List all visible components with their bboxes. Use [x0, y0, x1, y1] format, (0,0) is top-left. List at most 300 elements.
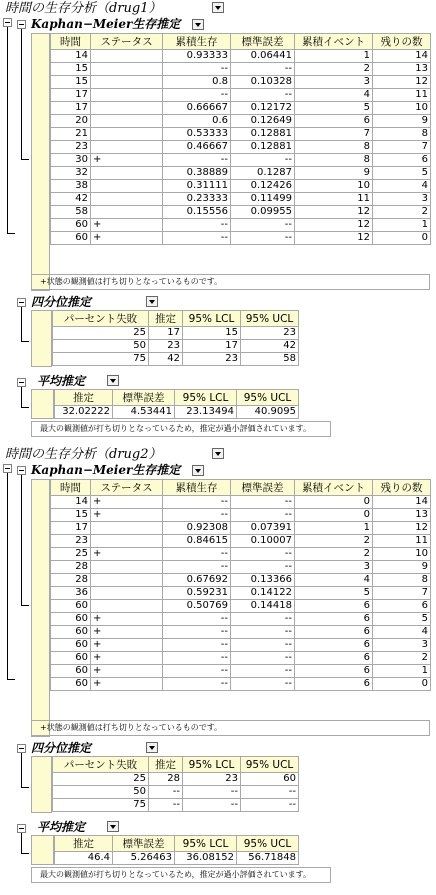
table-cell: 5 — [373, 167, 431, 180]
table-cell — [91, 76, 163, 89]
km-footnote: +状態の観測値は打ち切りとなっているものです。 — [31, 720, 430, 736]
table-cell: 17 — [149, 327, 183, 340]
table-cell: 0 — [295, 496, 373, 509]
table-cell: 60 — [51, 219, 91, 232]
table-cell: 12 — [295, 219, 373, 232]
table-cell: 6 — [295, 652, 373, 665]
table-cell: -- — [231, 561, 295, 574]
table-cell: 75 — [53, 353, 149, 366]
table-cell — [91, 63, 163, 76]
table-cell: 3 — [373, 639, 431, 652]
quartile-header-row — [53, 311, 299, 327]
table-cell: -- — [149, 799, 183, 812]
table-cell: -- — [231, 626, 295, 639]
table-row — [51, 535, 431, 548]
mean-footnote: 最大の観測値が打ち切りとなっているため，推定が過小評価されています。 — [31, 421, 331, 437]
table-row — [51, 141, 431, 154]
table-cell: -- — [163, 219, 231, 232]
table-cell: 0.53333 — [163, 128, 231, 141]
table-row — [51, 678, 431, 691]
table-row — [51, 509, 431, 522]
table-cell: 8 — [373, 128, 431, 141]
mean-column-header[interactable]: 95% UCL — [237, 390, 299, 406]
table-cell: 0.38889 — [163, 167, 231, 180]
table-cell: 17 — [183, 340, 241, 353]
table-cell: -- — [163, 496, 231, 509]
table-cell: 36.08152 — [175, 852, 237, 865]
mean-footnote: 最大の観測値が打ち切りとなっているため，推定が過小評価されています。 — [31, 867, 331, 883]
row-header-bar — [31, 389, 54, 419]
mean-column-header[interactable]: 95% LCL — [175, 836, 237, 852]
quartile-column-header[interactable]: 95% LCL — [183, 311, 241, 327]
km-column-header[interactable]: 標準誤差 — [231, 480, 295, 496]
table-cell: 23 — [241, 327, 299, 340]
table-cell: 2 — [295, 63, 373, 76]
table-cell: -- — [241, 799, 299, 812]
km-column-header[interactable]: 累積イベント — [295, 34, 373, 50]
quartile-column-header[interactable]: 推定 — [149, 311, 183, 327]
tree-line — [21, 407, 29, 408]
table-cell — [91, 141, 163, 154]
row-header-bar — [31, 479, 50, 737]
table-cell: 23 — [183, 353, 241, 366]
table-cell: 0 — [373, 232, 431, 245]
table-row — [51, 600, 431, 613]
table-row — [53, 340, 299, 353]
table-cell: -- — [163, 548, 231, 561]
table-cell: -- — [163, 63, 231, 76]
table-cell: -- — [163, 652, 231, 665]
table-row — [51, 115, 431, 128]
table-cell — [91, 50, 163, 63]
table-cell: 6 — [373, 154, 431, 167]
km-column-header[interactable]: ステータス — [91, 34, 163, 50]
table-cell: 60 — [51, 665, 91, 678]
table-row — [53, 786, 299, 799]
table-cell: -- — [163, 154, 231, 167]
section-title: 時間の生存分析（drug2） — [5, 447, 162, 462]
mean-title: 平均推定 — [37, 374, 86, 388]
row-header-bar — [31, 310, 52, 367]
quartile-table — [52, 756, 299, 812]
tree-line — [21, 341, 29, 342]
table-cell: + — [91, 613, 163, 626]
table-cell: + — [91, 665, 163, 678]
table-cell: 6 — [295, 626, 373, 639]
km-column-header[interactable]: 時間 — [51, 480, 91, 496]
table-cell — [91, 89, 163, 102]
mean-collapse-toggle[interactable] — [17, 824, 26, 833]
table-cell: 15 — [183, 327, 241, 340]
table-cell: 2 — [295, 548, 373, 561]
section-dropdown-button[interactable] — [212, 2, 224, 13]
table-cell: 0.09955 — [231, 206, 295, 219]
km-table — [50, 479, 431, 691]
quartile-collapse-toggle[interactable] — [17, 744, 26, 753]
tree-line — [7, 233, 15, 234]
table-cell: 25 — [51, 548, 91, 561]
table-cell: 28 — [51, 561, 91, 574]
table-cell: -- — [231, 639, 295, 652]
table-row — [51, 587, 431, 600]
table-cell — [91, 600, 163, 613]
table-cell: 0.10007 — [231, 535, 295, 548]
table-cell: 23.13494 — [175, 406, 237, 419]
table-cell: 14 — [51, 496, 91, 509]
table-cell: 25 — [53, 773, 149, 786]
table-cell: 0.12881 — [231, 128, 295, 141]
table-cell: 14 — [51, 50, 91, 63]
table-cell — [91, 193, 163, 206]
table-cell: 7 — [295, 128, 373, 141]
table-cell: 15 — [51, 63, 91, 76]
table-cell: -- — [231, 219, 295, 232]
km-header-row — [51, 480, 431, 496]
table-row — [51, 548, 431, 561]
table-cell: + — [91, 232, 163, 245]
table-cell: 0.59231 — [163, 587, 231, 600]
quartile-column-header[interactable]: パーセント失敗 — [53, 311, 149, 327]
table-cell: -- — [241, 786, 299, 799]
table-cell: -- — [163, 613, 231, 626]
table-cell: 6 — [295, 639, 373, 652]
table-cell: + — [91, 626, 163, 639]
table-cell: 1 — [373, 665, 431, 678]
table-cell: 5.26463 — [113, 852, 175, 865]
table-cell: 8 — [295, 141, 373, 154]
table-cell: 0 — [373, 678, 431, 691]
table-cell: 10 — [373, 102, 431, 115]
table-cell: -- — [163, 665, 231, 678]
table-cell: 9 — [373, 561, 431, 574]
table-cell: 8 — [373, 574, 431, 587]
table-cell: 3 — [373, 193, 431, 206]
km-column-header[interactable]: 残りの数 — [373, 34, 431, 50]
table-cell: -- — [231, 613, 295, 626]
table-row — [51, 652, 431, 665]
table-cell — [91, 574, 163, 587]
table-cell: -- — [231, 652, 295, 665]
table-cell: 2 — [373, 206, 431, 219]
table-cell: 60 — [51, 678, 91, 691]
table-cell: 6 — [295, 600, 373, 613]
table-cell: -- — [231, 496, 295, 509]
mean-header-row — [55, 836, 299, 852]
table-cell: 13 — [373, 63, 431, 76]
table-cell: 13 — [373, 509, 431, 522]
table-cell: 10 — [295, 180, 373, 193]
quartile-collapse-toggle[interactable] — [17, 298, 26, 307]
table-row — [51, 50, 431, 63]
table-row — [51, 561, 431, 574]
table-row — [51, 639, 431, 652]
table-row — [53, 799, 299, 812]
table-cell: 1 — [373, 219, 431, 232]
mean-collapse-toggle[interactable] — [17, 378, 26, 387]
table-cell: 0.6 — [163, 115, 231, 128]
table-cell: 20 — [51, 115, 91, 128]
tree-line — [21, 475, 22, 605]
table-cell: 11 — [295, 193, 373, 206]
table-cell: 7 — [373, 587, 431, 600]
table-cell: -- — [231, 89, 295, 102]
table-cell: 12 — [295, 206, 373, 219]
table-cell: -- — [231, 548, 295, 561]
table-cell: 3 — [295, 561, 373, 574]
table-cell: -- — [183, 786, 241, 799]
table-cell: 60 — [51, 639, 91, 652]
table-cell: + — [91, 509, 163, 522]
table-row — [51, 154, 431, 167]
table-row — [51, 89, 431, 102]
table-cell: 28 — [149, 773, 183, 786]
km-column-header[interactable]: 累積生存 — [163, 480, 231, 496]
table-row — [53, 327, 299, 340]
tree-line — [21, 753, 22, 787]
table-cell: 38 — [51, 180, 91, 193]
table-cell: 23 — [51, 141, 91, 154]
km-dropdown-button[interactable] — [192, 19, 204, 30]
km-title: Kaphan−Meier生存推定 — [31, 17, 181, 31]
table-cell: 0.12172 — [231, 102, 295, 115]
table-cell: 5 — [295, 587, 373, 600]
mean-column-header[interactable]: 標準誤差 — [113, 836, 175, 852]
table-cell: -- — [163, 561, 231, 574]
km-collapse-toggle[interactable] — [17, 20, 26, 29]
km-table — [50, 33, 431, 245]
table-row — [51, 206, 431, 219]
quartile-column-header[interactable]: 95% UCL — [241, 311, 299, 327]
mean-dropdown-button[interactable] — [107, 821, 119, 832]
km-column-header[interactable]: 標準誤差 — [231, 34, 295, 50]
table-cell: 11 — [373, 535, 431, 548]
tree-line — [21, 787, 29, 788]
section-collapse-toggle[interactable] — [3, 464, 12, 473]
km-header-row — [51, 34, 431, 50]
table-cell: 0.13366 — [231, 574, 295, 587]
table-cell: 0.14122 — [231, 587, 295, 600]
table-row — [51, 626, 431, 639]
tree-line — [21, 387, 22, 407]
table-cell: 4 — [295, 89, 373, 102]
table-row — [51, 63, 431, 76]
tree-line — [7, 679, 15, 680]
table-cell — [91, 167, 163, 180]
table-cell: 9 — [373, 115, 431, 128]
quartile-column-header[interactable]: 95% UCL — [241, 757, 299, 773]
table-cell: -- — [183, 799, 241, 812]
table-cell: 60 — [51, 600, 91, 613]
table-cell: 4 — [373, 626, 431, 639]
table-cell: 75 — [53, 799, 149, 812]
km-column-header[interactable]: 累積イベント — [295, 480, 373, 496]
table-cell — [91, 206, 163, 219]
km-collapse-toggle[interactable] — [17, 466, 26, 475]
table-cell: 23 — [183, 773, 241, 786]
mean-column-header[interactable]: 95% LCL — [175, 390, 237, 406]
km-column-header[interactable]: ステータス — [91, 480, 163, 496]
table-cell: 42 — [241, 340, 299, 353]
table-cell: 6 — [295, 613, 373, 626]
quartile-column-header[interactable]: 推定 — [149, 757, 183, 773]
km-column-header[interactable]: 時間 — [51, 34, 91, 50]
table-cell: 0.12426 — [231, 180, 295, 193]
mean-column-header[interactable]: 推定 — [55, 390, 113, 406]
table-cell: 3 — [295, 76, 373, 89]
table-cell — [91, 115, 163, 128]
km-column-header[interactable]: 累積生存 — [163, 34, 231, 50]
table-cell: 7 — [373, 141, 431, 154]
table-cell: 2 — [295, 535, 373, 548]
mean-column-header[interactable]: 95% UCL — [237, 836, 299, 852]
km-dropdown-button[interactable] — [192, 465, 204, 476]
mean-header-row — [55, 390, 299, 406]
table-cell: 11 — [373, 89, 431, 102]
table-cell: 60 — [241, 773, 299, 786]
table-cell: 0.92308 — [163, 522, 231, 535]
table-cell: 42 — [51, 193, 91, 206]
table-cell: 56.71848 — [237, 852, 299, 865]
table-row — [51, 180, 431, 193]
table-cell: 0.50769 — [163, 600, 231, 613]
table-cell: 60 — [51, 652, 91, 665]
table-cell: 5 — [295, 102, 373, 115]
table-cell: 25 — [53, 327, 149, 340]
table-cell: 8 — [295, 154, 373, 167]
table-row — [51, 219, 431, 232]
table-cell: 0.11499 — [231, 193, 295, 206]
table-cell: 0.1287 — [231, 167, 295, 180]
table-cell: 14 — [373, 496, 431, 509]
quartile-title: 四分位推定 — [31, 295, 92, 309]
mean-table — [54, 389, 299, 419]
table-cell: + — [91, 548, 163, 561]
table-cell: 30 — [51, 154, 91, 167]
table-cell: 58 — [241, 353, 299, 366]
table-cell: 0.31111 — [163, 180, 231, 193]
table-row — [51, 76, 431, 89]
quartile-table — [52, 310, 299, 366]
table-cell: 40.9095 — [237, 406, 299, 419]
table-row — [55, 406, 299, 419]
table-cell: 0 — [295, 509, 373, 522]
mean-dropdown-button[interactable] — [107, 375, 119, 386]
mean-column-header[interactable]: 推定 — [55, 836, 113, 852]
table-row — [51, 574, 431, 587]
table-cell: 46.4 — [55, 852, 113, 865]
quartile-column-header[interactable]: 95% LCL — [183, 757, 241, 773]
table-cell: -- — [163, 232, 231, 245]
table-cell: + — [91, 652, 163, 665]
table-cell: 6 — [295, 678, 373, 691]
table-cell: 0.12881 — [231, 141, 295, 154]
table-cell: 1 — [295, 522, 373, 535]
table-cell — [91, 128, 163, 141]
table-cell: 17 — [51, 522, 91, 535]
table-cell: 4 — [295, 574, 373, 587]
tree-line — [21, 605, 29, 606]
table-cell: + — [91, 496, 163, 509]
table-cell — [91, 561, 163, 574]
km-column-header[interactable]: 残りの数 — [373, 480, 431, 496]
table-row — [51, 522, 431, 535]
quartile-dropdown-button[interactable] — [146, 296, 158, 307]
table-cell: 1 — [295, 50, 373, 63]
quartile-column-header[interactable]: パーセント失敗 — [53, 757, 149, 773]
table-cell: 4.53441 — [113, 406, 175, 419]
row-header-bar — [31, 33, 50, 291]
section-title: 時間の生存分析（drug1） — [5, 1, 162, 16]
table-cell: 9 — [295, 167, 373, 180]
table-cell: 2 — [373, 652, 431, 665]
table-row — [51, 167, 431, 180]
table-cell: 0.23333 — [163, 193, 231, 206]
table-row — [55, 852, 299, 865]
table-cell: 15 — [51, 76, 91, 89]
table-cell: 14 — [373, 50, 431, 63]
table-cell — [91, 180, 163, 193]
tree-line — [21, 833, 22, 853]
km-footnote: +状態の観測値は打ち切りとなっているものです。 — [31, 274, 430, 290]
table-row — [51, 193, 431, 206]
table-cell: -- — [163, 89, 231, 102]
table-row — [51, 613, 431, 626]
tree-line — [21, 853, 29, 854]
table-cell: 58 — [51, 206, 91, 219]
tree-line — [21, 159, 29, 160]
table-cell — [91, 522, 163, 535]
km-title: Kaphan−Meier生存推定 — [31, 463, 181, 477]
table-cell: 0.15556 — [163, 206, 231, 219]
table-cell: 6 — [373, 600, 431, 613]
mean-column-header[interactable]: 標準誤差 — [113, 390, 175, 406]
tree-line — [7, 27, 8, 233]
table-cell: 60 — [51, 613, 91, 626]
table-cell: 32 — [51, 167, 91, 180]
table-cell: 60 — [51, 232, 91, 245]
quartile-title: 四分位推定 — [31, 741, 92, 755]
row-header-bar — [31, 756, 52, 813]
table-cell: 12 — [295, 232, 373, 245]
mean-table — [54, 835, 299, 865]
tree-line — [21, 29, 22, 159]
table-row — [51, 665, 431, 678]
table-cell: + — [91, 678, 163, 691]
table-cell: 0.10328 — [231, 76, 295, 89]
quartile-dropdown-button[interactable] — [146, 742, 158, 753]
table-cell: -- — [231, 665, 295, 678]
section-collapse-toggle[interactable] — [3, 18, 12, 27]
table-cell: 10 — [373, 548, 431, 561]
section-dropdown-button[interactable] — [212, 448, 224, 459]
table-cell: -- — [231, 232, 295, 245]
table-cell: 28 — [51, 574, 91, 587]
table-cell: -- — [231, 678, 295, 691]
table-cell: 15 — [51, 509, 91, 522]
table-cell: 21 — [51, 128, 91, 141]
table-cell: 0.93333 — [163, 50, 231, 63]
table-row — [53, 773, 299, 786]
table-cell: 12 — [373, 76, 431, 89]
table-cell: -- — [149, 786, 183, 799]
table-cell: 0.46667 — [163, 141, 231, 154]
quartile-header-row — [53, 757, 299, 773]
table-cell: 17 — [51, 89, 91, 102]
table-cell: 60 — [51, 626, 91, 639]
table-cell: -- — [163, 639, 231, 652]
table-cell: 50 — [53, 340, 149, 353]
tree-line — [21, 307, 22, 341]
